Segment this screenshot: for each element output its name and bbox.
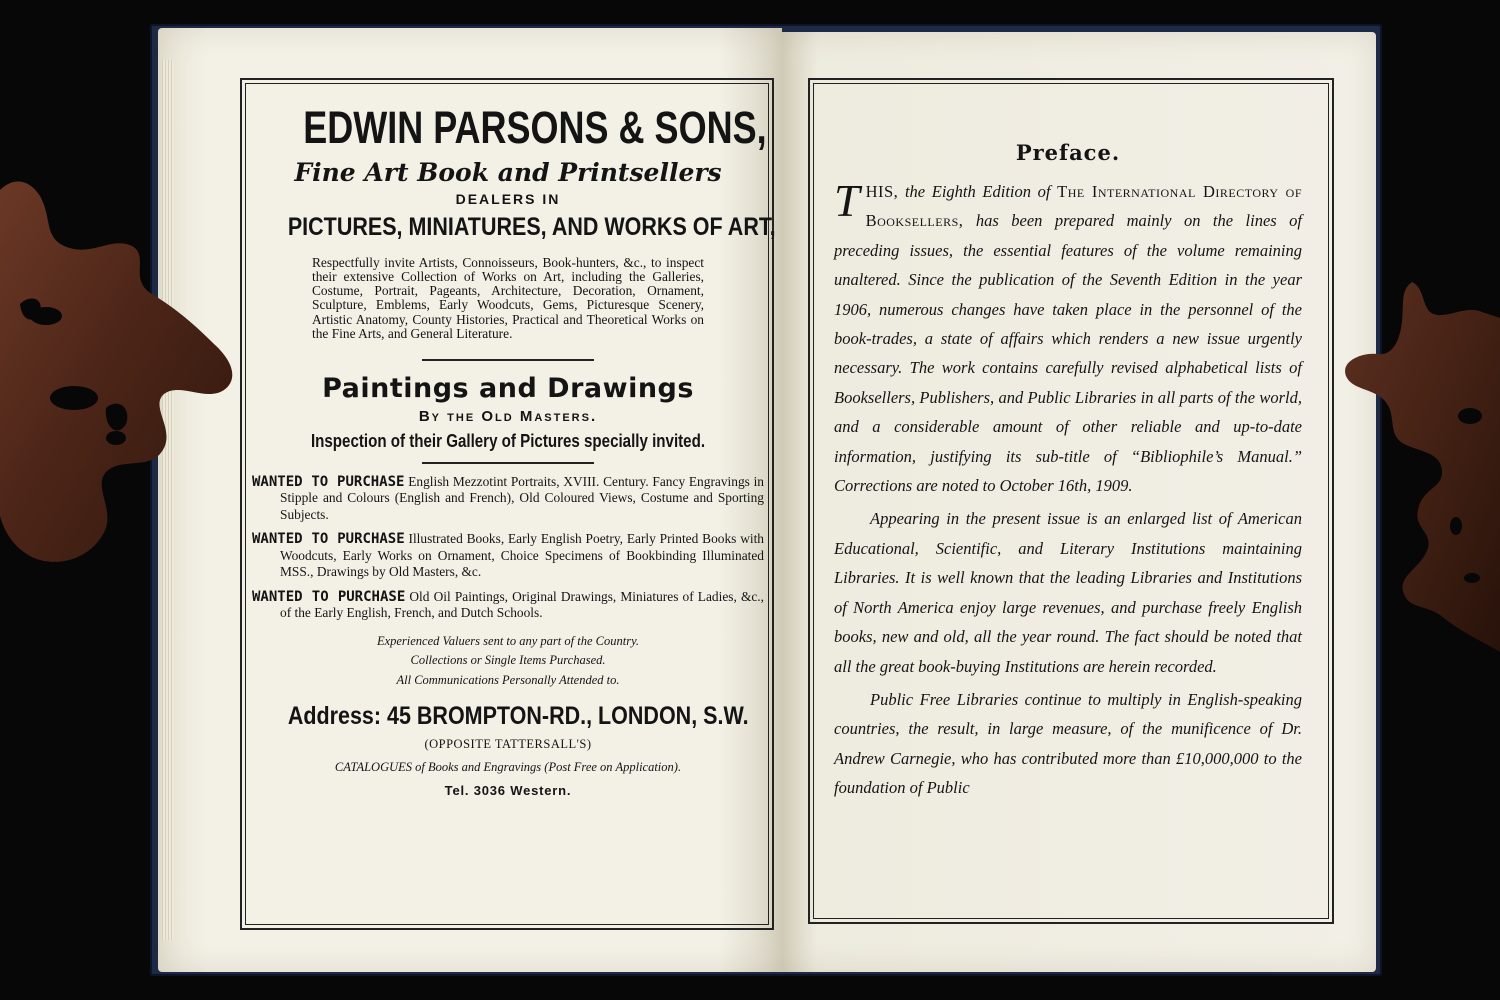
catalogues-note: CATALOGUES of Books and Engravings (Post Free on Application). [334,760,682,775]
wanted-title: WANTED TO PURCHASE [252,473,405,490]
preface-paragraph [834,177,1302,500]
old-masters-line: By the Old Masters. [418,407,598,425]
wanted-title: WANTED TO PURCHASE [252,588,406,605]
divider [422,359,594,361]
preface [834,140,1302,803]
wanted-text: English Mezzotint Portraits, XVIII. Century. Fancy Engravings in Stipple and Colours (English and French), Old Coloured Views, Costume and Sporting Subjects. [280,473,764,522]
opposite-note: (OPPOSITE TATTERSALL'S) [424,737,592,752]
preface-heading: Preface. [1015,140,1121,165]
wanted-item [252,474,764,524]
firm-name: EDWIN PARSONS & SONS, [303,102,767,153]
specialties-line: PICTURES, MINIATURES, AND WORKS OF ART, [287,212,776,241]
firm-subtitle: Fine Art Book and Printsellers [294,158,722,188]
wanted-item [252,589,764,622]
wanted-text: Illustrated Books, Early English Poetry, Early Printed Books with Woodcuts, Early Works on Ornament, Choice Specimens of Bookbinding Illuminated MSS., Drawings by Old Masters, &c. [280,531,764,580]
divider [422,462,594,464]
dealers-in: DEALERS IN [455,190,561,207]
page-clip-left-icon [0,176,240,586]
preface-paragraph: Appearing in the present issue is an enlarged list of American Educational, Scientific, and Literary Institutions maintaining Libraries. It is well known that the leading Libraries and Institutions of North America enjoy large revenues, and purchase freely English books, new and old, all the year round. The fact should be noted that all the great book-buying Institutions are herein recorded. [834,509,1302,676]
lead-caps: HIS, [865,182,899,201]
paintings-heading: Paintings and Drawings [322,372,694,404]
paragraph-text: the Eighth Edition of [898,182,1058,201]
page-clip-right-icon [1344,282,1500,652]
drop-cap: T [834,175,860,226]
wanted-item [252,531,764,581]
note-line: All Communications Personally Attended to. [396,672,620,687]
inspection-line: Inspection of their Gallery of Pictures specially invited. [310,430,706,451]
note-line: Experienced Valuers sent to any part of the Country. [376,633,640,648]
paragraph-text: has been prepared mainly on the lines of preceding issues, the essential features of the volume remaining unaltered. Since the publication of the Seventh Edition in the year 1906, numerous changes have taken place in the personnel of the book-trades, a state of affairs which renders a new issue urgently necessary. The work contains carefully revised alphabetical lists of Booksellers, Publishers, and Public Libraries in all parts of the world, and a considerable amount of other reliable and up-to-date information, justifying its sub-title of “Bibliophile’s Manual.” Corrections are noted to October 16th, 1909. [834,211,1302,496]
note-line: Collections or Single Items Purchased. [410,653,606,668]
preface-paragraph: Public Free Libraries continue to multiply in English-speaking countries, the result, in large measure, of the munificence of Dr. Andrew Carnegie, who has contributed more than £10,000,000 to the foundation of Public [834,689,1302,798]
directory-title: The International Directory of Booksellers, [865,182,1302,231]
address: Address: 45 BROMPTON-RD., LONDON, S.W. [287,702,749,731]
valuers-notes [252,632,764,691]
advertisement [252,92,776,918]
wanted-title: WANTED TO PURCHASE [252,531,405,548]
intro-paragraph: Respectfully invite Artists, Connoisseurs, Book-hunters, &c., to inspect their extensive Collection of Works on Art, including the Galleries, Costume, Portrait, Pageants, Architecture, Decoration, Ornament, Sculpture, Emblems, Early Woodcuts, Gems, Picturesque Scenery, Artistic Anatomy, County Histories, Practical and Theoretical Works on the Fine Arts, and General Literature. [312,254,704,341]
wanted-text: Old Oil Paintings, Original Drawings, Miniatures of Ladies, &c., of the Early English, French, and Dutch Schools. [280,588,765,621]
telephone: Tel. 3036 Western. [444,783,572,799]
wanted-list [252,474,764,622]
